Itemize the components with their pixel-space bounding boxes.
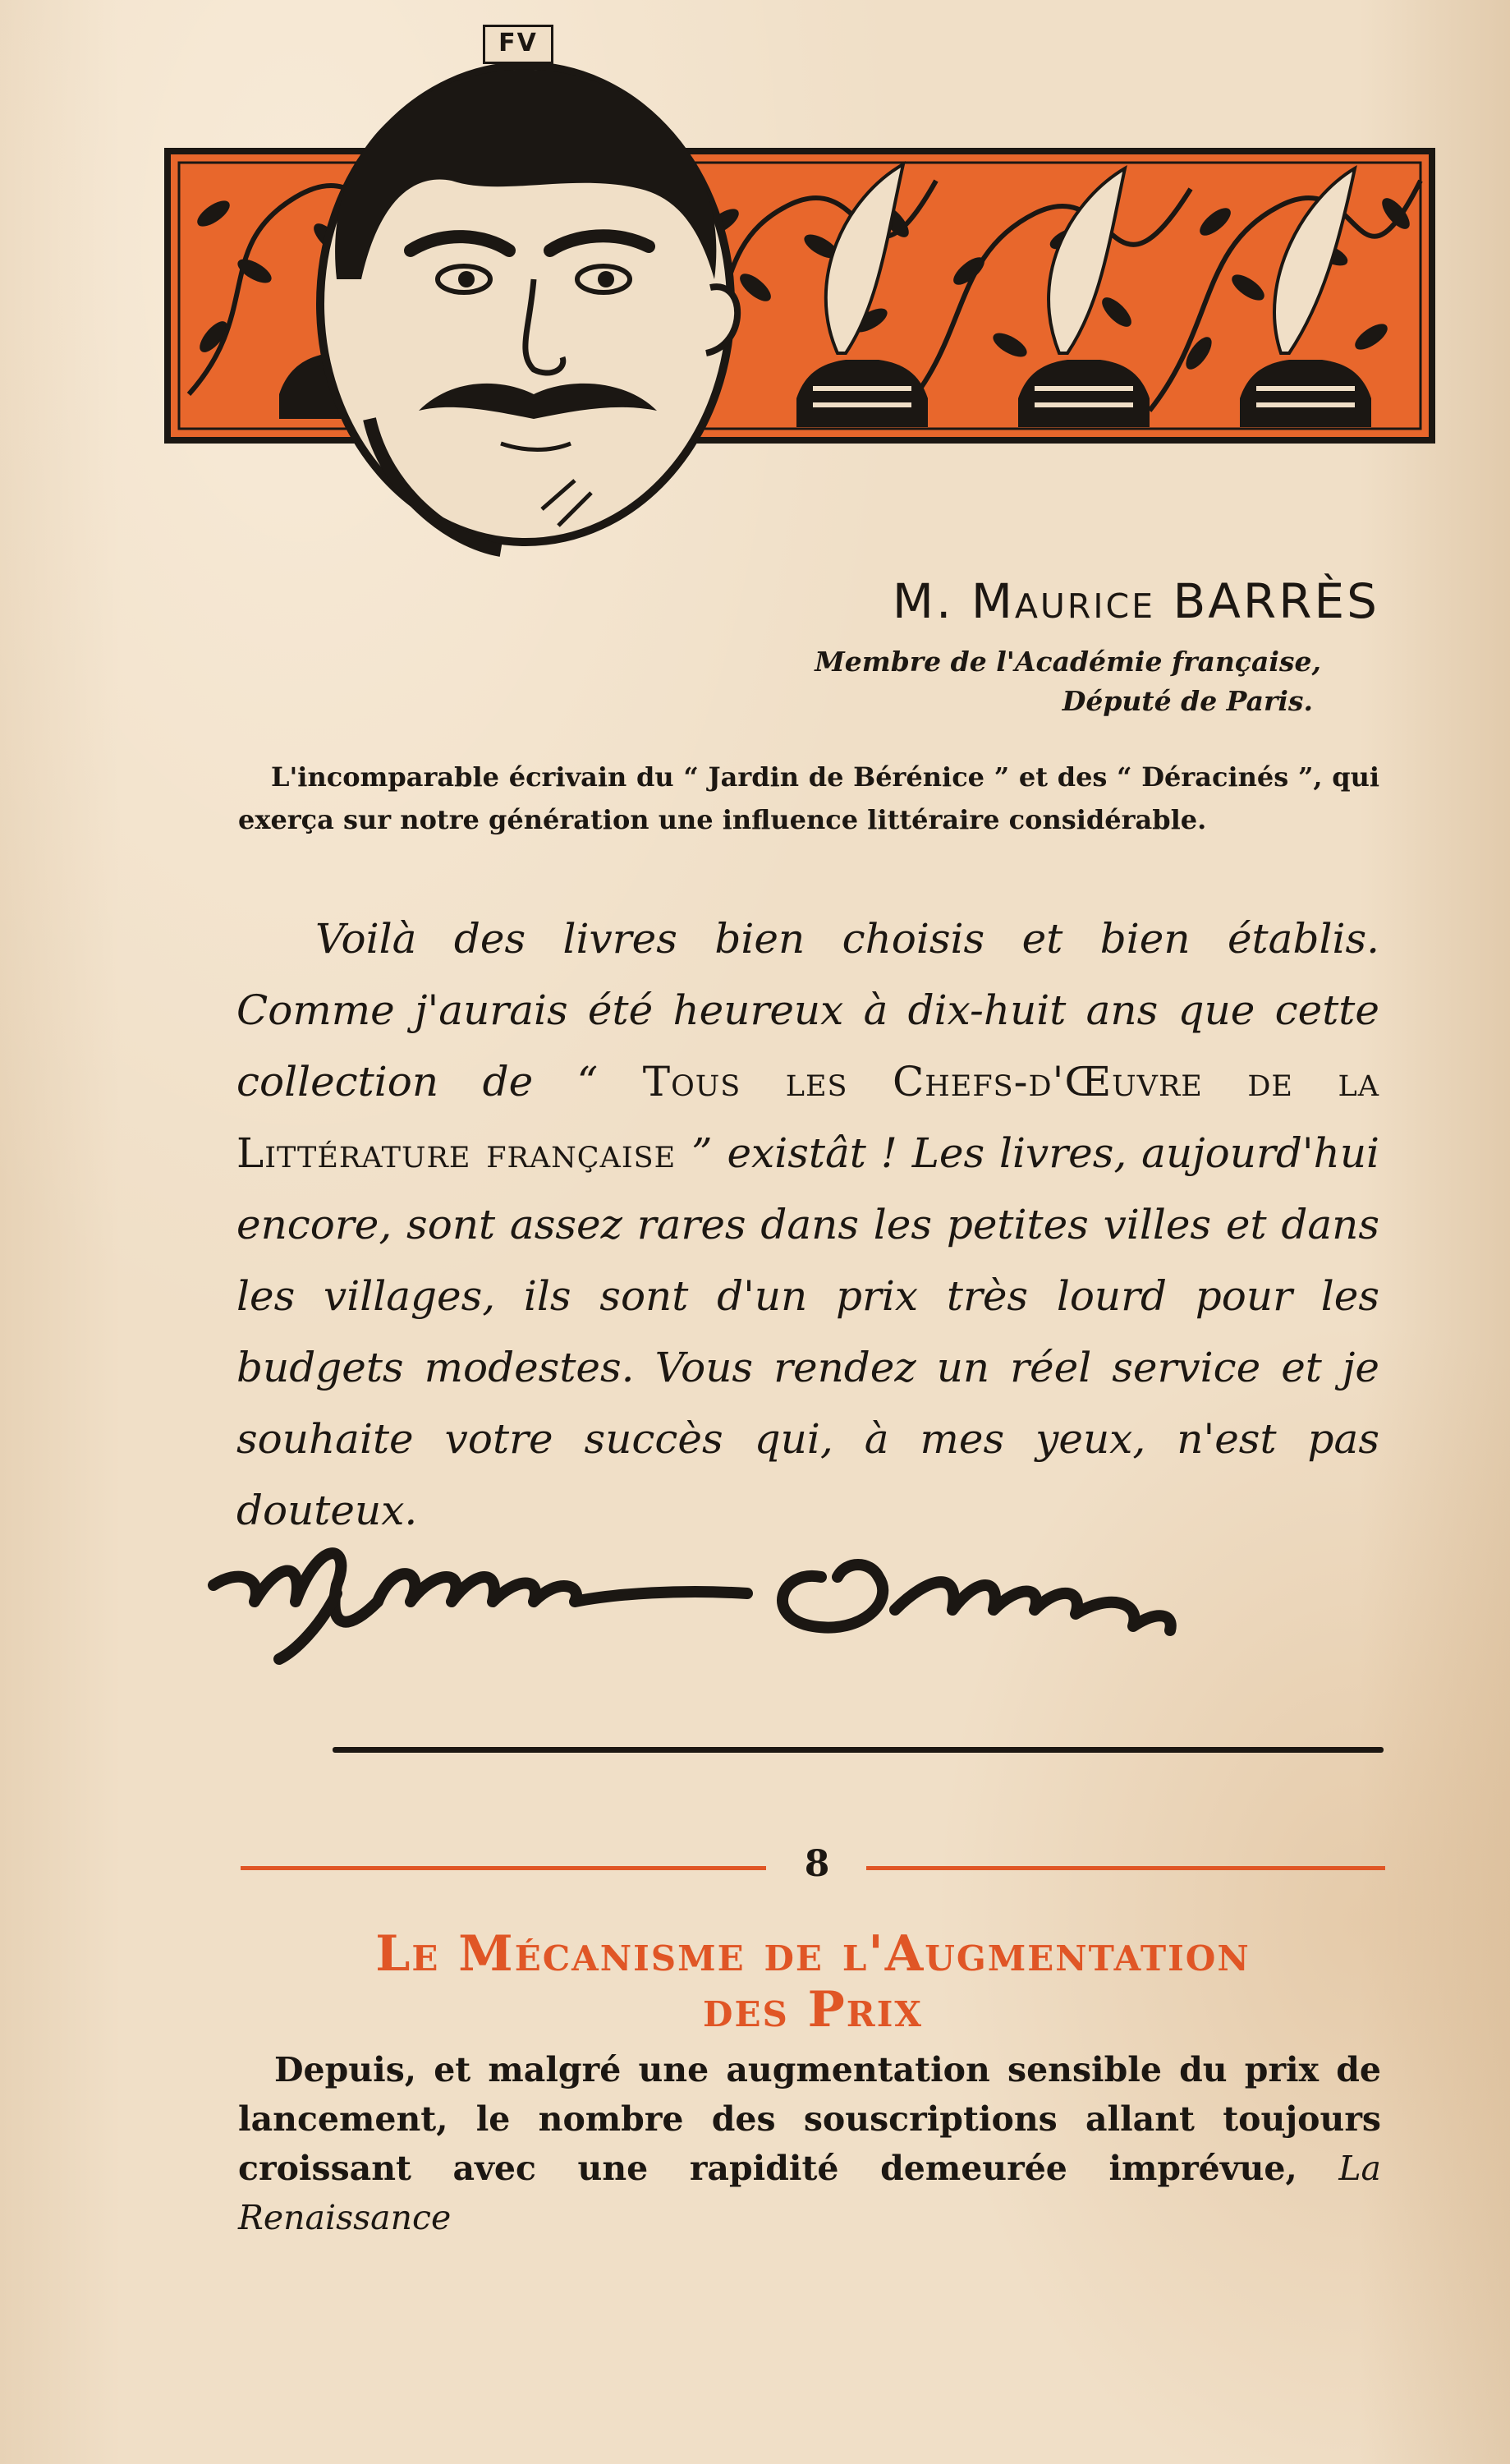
- artist-initials: FV: [483, 25, 553, 64]
- section-title: [238, 1926, 1388, 2038]
- section-title-line-1: Le Mécanisme de l'Augmentation: [375, 1925, 1251, 1983]
- author-introduction: [238, 756, 1379, 841]
- intro-text: L'incomparable écrivain du “ Jardin de Bérénice ” et des “ Déracinés ”, qui exerça sur notre génération une influence littéraire considérable.: [238, 761, 1379, 835]
- page-number: 8: [804, 1843, 830, 1885]
- handwritten-signature: [189, 1511, 1388, 1676]
- section-title-line-2: des Prix: [703, 1981, 923, 2039]
- signature-divider: [333, 1747, 1384, 1753]
- signature-drawing: [189, 1511, 1388, 1676]
- author-portrait: [287, 33, 764, 559]
- section-body-text: Depuis, et malgré une augmentation sensible du prix de lancement, le nombre des souscriptions allant toujours croissant avec une rapidité demeurée imprévue,: [238, 2050, 1381, 2188]
- section-body: [238, 2045, 1381, 2242]
- section-body-italic: La Renaissance: [238, 2149, 1381, 2237]
- author-role-academy: Membre de l'Académie française,: [815, 646, 1321, 678]
- quote-part-2: ” existât ! Les livres, aujourd'hui encore, sont assez rares dans les petites villes et dans les villages, ils sont d'un prix très lourd pour les budgets modestes. Vous rendez un réel service et je souhaite votre succès qui, à mes yeux, n'est pas douteux.: [236, 1129, 1380, 1534]
- collection-name: Tous les Chefs-d'Œuvre de la Littérature française: [236, 1058, 1379, 1177]
- portrait-drawing: [287, 33, 764, 559]
- page-number-rule-right: [866, 1866, 1385, 1870]
- quote-part-1: Voilà des livres bien choisis et bien établis. Comme j'aurais été heureux à dix-huit ans que cette collection de “: [236, 915, 1379, 1106]
- author-role-deputy: Député de Paris.: [1062, 685, 1313, 717]
- page-number-rule-left: [241, 1866, 766, 1870]
- author-name: M. Maurice BARRÈS: [892, 573, 1379, 629]
- testimonial-quote: [236, 903, 1379, 1547]
